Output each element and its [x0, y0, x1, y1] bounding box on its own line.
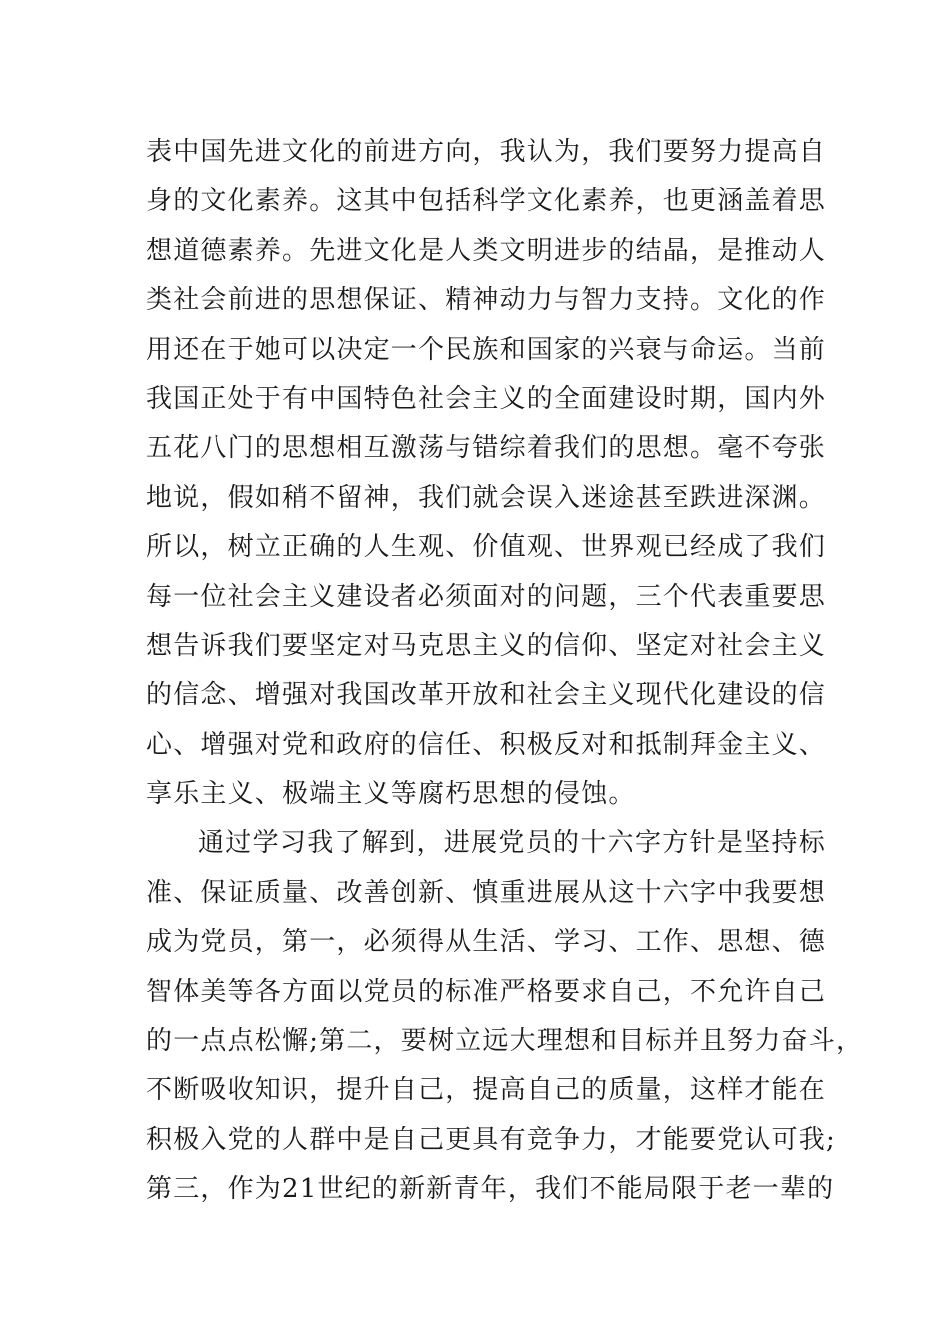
text-line: 类社会前进的思想保证、精神动力与智力支持。文化的作	[146, 285, 827, 316]
body-text	[146, 128, 864, 1215]
text-line: 智体美等各方面以党员的标准严格要求自己，不允许自己	[146, 976, 827, 1007]
text-line: 的一点点松懈;第二，要树立远大理想和目标并且努力奋斗，	[146, 1026, 864, 1057]
text-line: 身的文化素养。这其中包括科学文化素养，也更涵盖着思	[146, 186, 827, 217]
text-line: 第三，作为21世纪的新新青年，我们不能局限于老一辈的	[146, 1174, 835, 1205]
text-line: 用还在于她可以决定一个民族和国家的兴衰与命运。当前	[146, 334, 827, 365]
text-line: 所以，树立正确的人生观、价值观、世界观已经成了我们	[146, 532, 827, 563]
text-line: 不断吸收知识，提升自己，提高自己的质量，这样才能在	[146, 1075, 827, 1106]
text-line: 享乐主义、极端主义等腐朽思想的侵蚀。	[146, 779, 636, 810]
text-line: 地说，假如稍不留神，我们就会误入迷途甚至跌进深渊。	[146, 482, 827, 513]
text-line: 积极入党的人群中是自己更具有竞争力，才能要党认可我;	[146, 1124, 836, 1155]
text-line: 每一位社会主义建设者必须面对的问题，三个代表重要思	[146, 581, 827, 612]
text-line: 表中国先进文化的前进方向，我认为，我们要努力提高自	[146, 137, 827, 167]
text-line: 想道德素养。先进文化是人类文明进步的结晶，是推动人	[146, 235, 827, 266]
text-line: 准、保证质量、改善创新、慎重进展从这十六字中我要想	[146, 877, 827, 908]
text-line: 五花八门的思想相互激荡与错综着我们的思想。毫不夸张	[146, 433, 827, 464]
text-line: 的信念、增强对我国改革开放和社会主义现代化建设的信	[146, 680, 827, 711]
paragraph-first-line: 通过学习我了解到，进展党员的十六字方针是坚持标	[198, 828, 826, 859]
text-line: 成为党员，第一，必须得从生活、学习、工作、思想、德	[146, 927, 827, 958]
text-line: 我国正处于有中国特色社会主义的全面建设时期，国内外	[146, 383, 827, 414]
text-line: 想告诉我们要坚定对马克思主义的信仰、坚定对社会主义	[146, 630, 827, 661]
text-line: 心、增强对党和政府的信任、积极反对和抵制拜金主义、	[146, 729, 827, 760]
